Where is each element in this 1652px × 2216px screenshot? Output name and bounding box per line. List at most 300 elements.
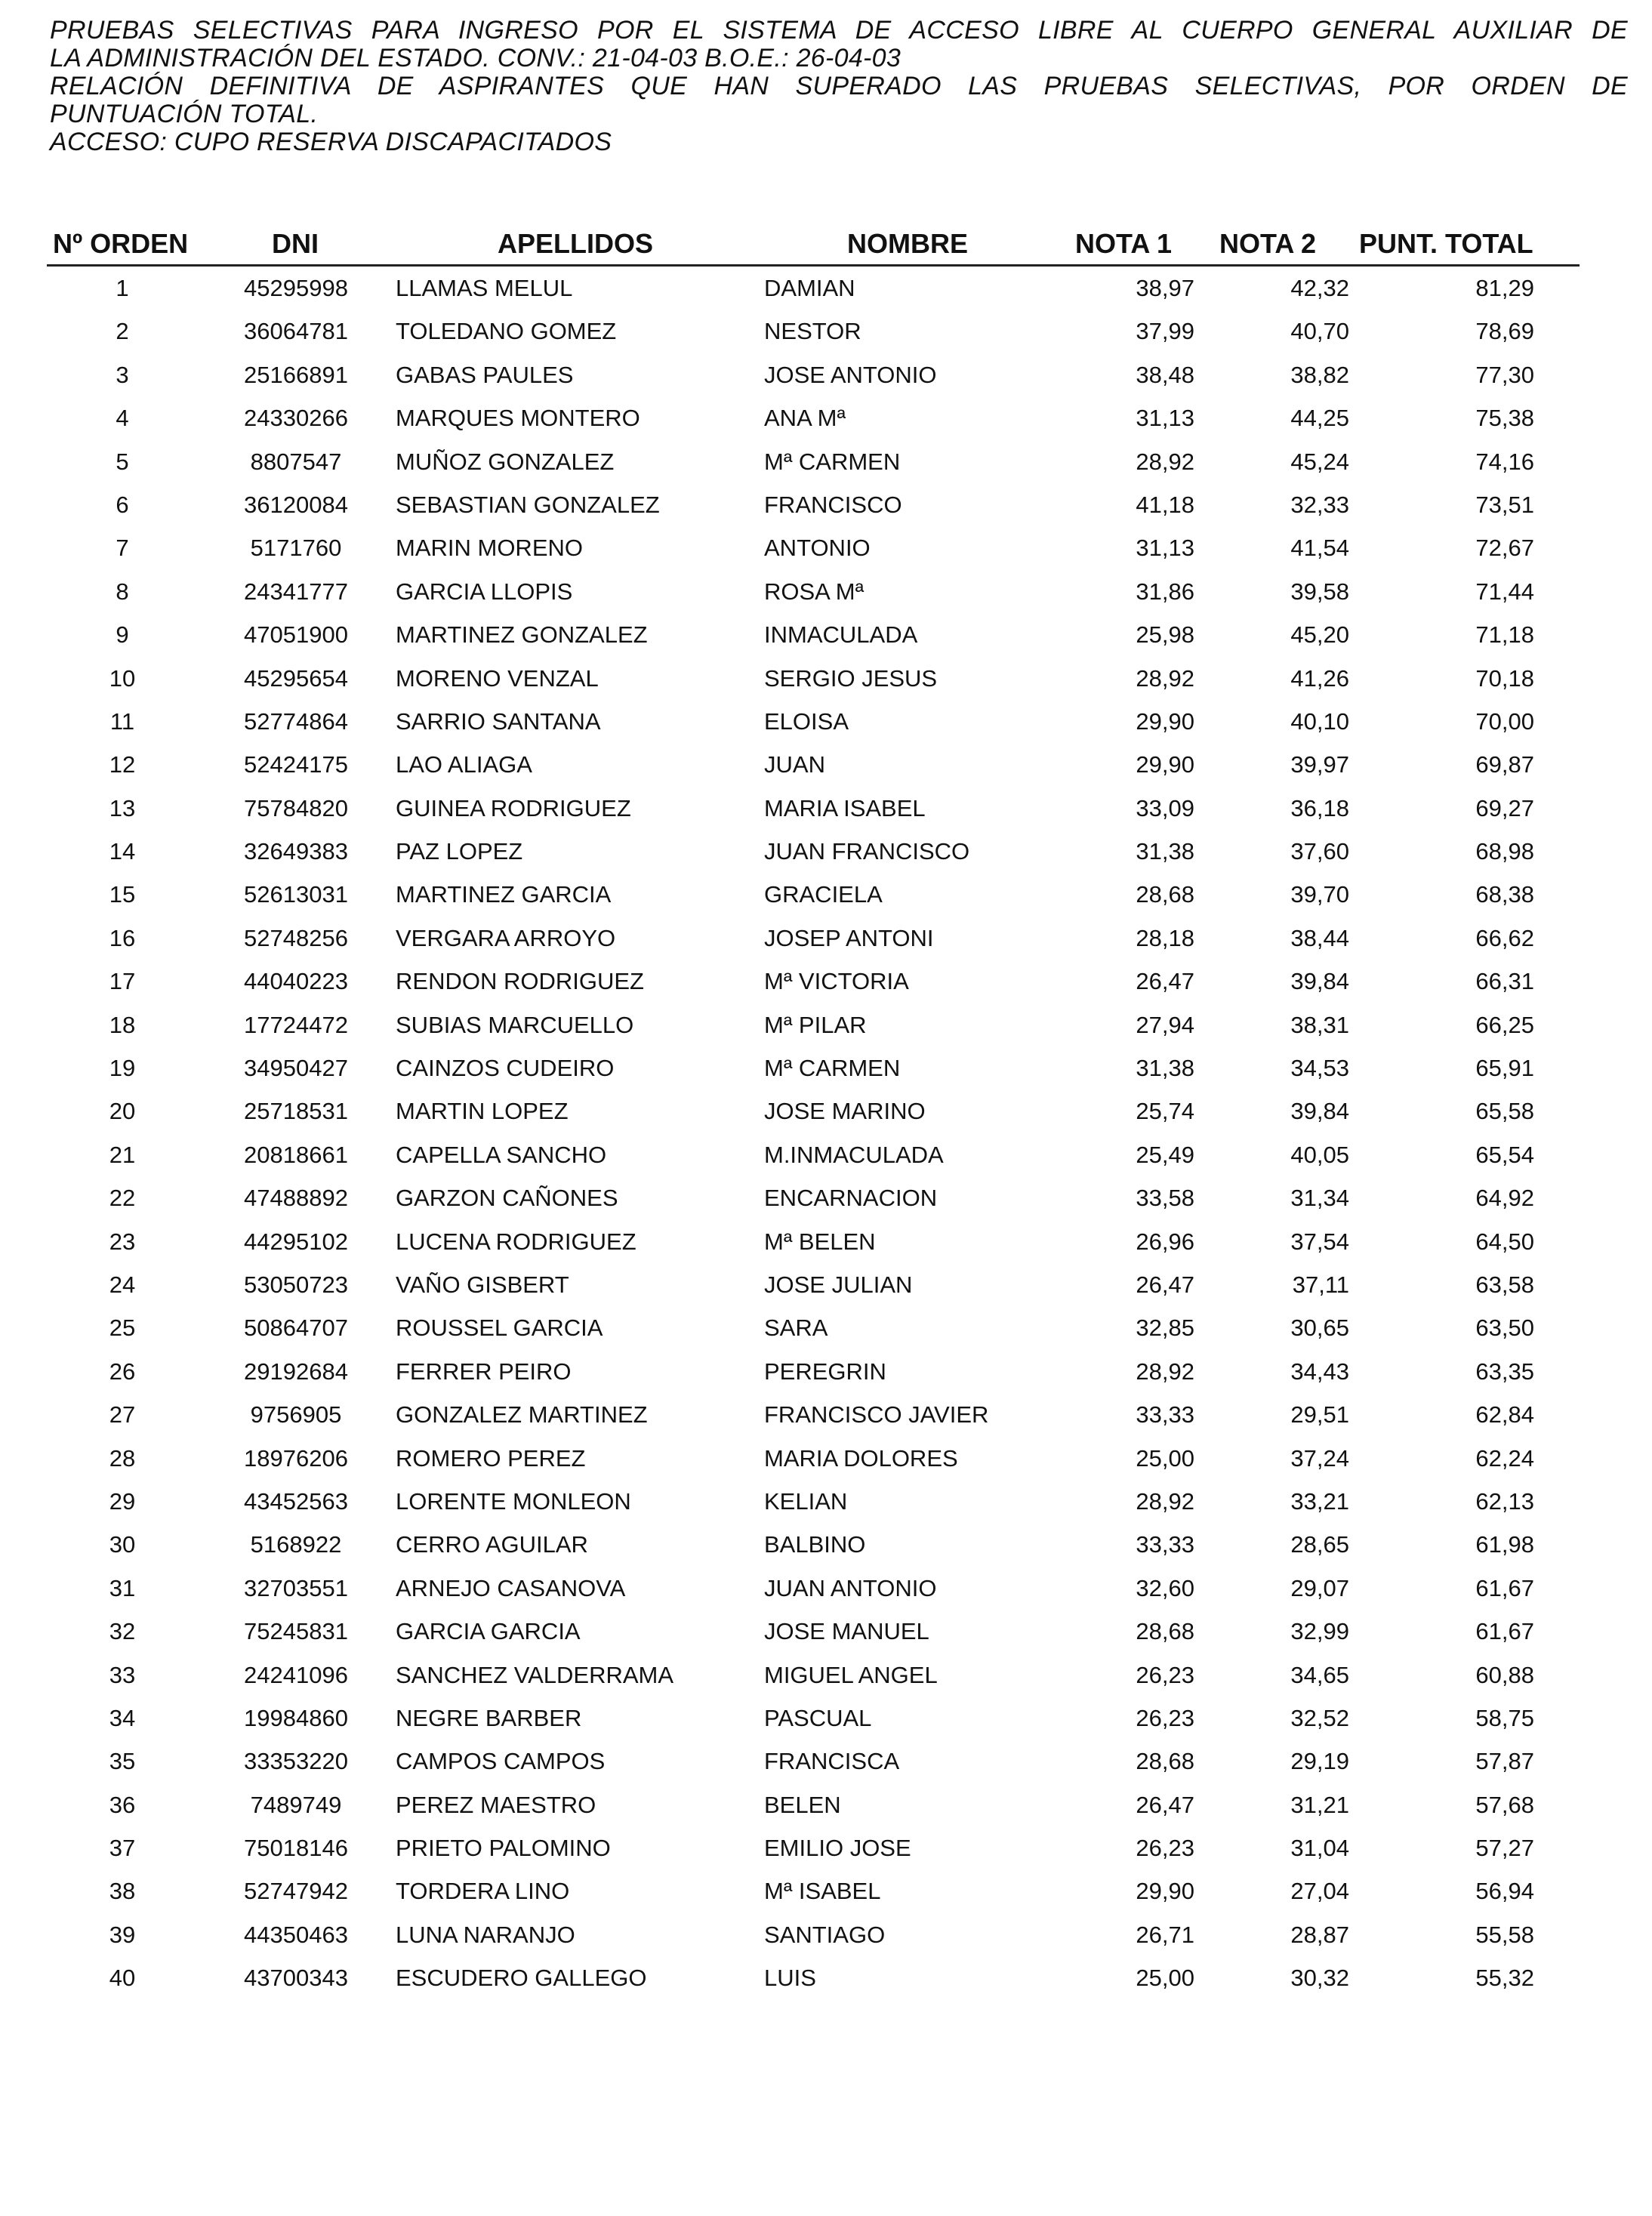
cell-orden: 17 [109, 968, 136, 995]
cell-orden: 29 [109, 1487, 136, 1515]
cell-dni: 75018146 [244, 1835, 348, 1862]
cell-orden: 18 [109, 1011, 136, 1038]
cell-apellidos: MARIN MORENO [396, 535, 583, 562]
cell-nota2: 30,32 [1290, 1965, 1349, 1992]
cell-orden: 19 [109, 1055, 136, 1082]
cell-nombre: ROSA Mª [764, 578, 865, 605]
col-header-nombre: NOMBRE [847, 228, 968, 259]
cell-total: 63,50 [1475, 1314, 1534, 1342]
cell-apellidos: TOLEDANO GOMEZ [396, 318, 617, 345]
cell-nombre: INMACULADA [764, 621, 918, 649]
cell-nombre: Mª CARMEN [764, 1055, 901, 1082]
cell-nota1: 31,38 [1136, 1055, 1194, 1082]
cell-orden: 8 [116, 578, 129, 605]
cell-apellidos: ESCUDERO GALLEGO [396, 1965, 647, 1992]
cell-apellidos: PAZ LOPEZ [396, 838, 523, 865]
cell-nota1: 33,58 [1136, 1185, 1194, 1212]
cell-dni: 8807547 [250, 448, 342, 475]
cell-nombre: ANA Mª [764, 405, 846, 432]
cell-total: 68,98 [1475, 838, 1534, 865]
cell-orden: 40 [109, 1965, 136, 1992]
cell-orden: 10 [109, 664, 136, 692]
cell-nota2: 38,82 [1290, 361, 1349, 388]
table-row [47, 569, 1580, 612]
col-header-total: PUNT. TOTAL [1359, 228, 1533, 259]
table-row [47, 1739, 1580, 1782]
table-row [47, 1436, 1580, 1479]
cell-nombre: SERGIO JESUS [764, 664, 938, 692]
cell-nota2: 32,52 [1290, 1704, 1349, 1731]
cell-apellidos: MARTINEZ GARCIA [396, 881, 612, 908]
cell-dni: 47051900 [244, 621, 348, 649]
cell-apellidos: VAÑO GISBERT [396, 1271, 569, 1298]
cell-nota2: 37,11 [1292, 1271, 1349, 1298]
cell-nombre: PEREGRIN [764, 1358, 886, 1385]
cell-orden: 5 [116, 448, 129, 475]
cell-apellidos: ARNEJO CASANOVA [396, 1574, 626, 1601]
cell-dni: 36120084 [244, 491, 348, 518]
table-row [47, 309, 1580, 352]
cell-nombre: FRANCISCA [764, 1748, 900, 1775]
cell-nota1: 29,90 [1136, 751, 1194, 778]
cell-dni: 52613031 [244, 881, 348, 908]
cell-orden: 33 [109, 1661, 136, 1688]
cell-total: 62,13 [1475, 1487, 1534, 1515]
cell-dni: 75245831 [244, 1618, 348, 1645]
cell-orden: 9 [116, 621, 129, 649]
table-row [47, 1479, 1580, 1522]
cell-nota1: 31,86 [1136, 578, 1194, 605]
results-table [47, 223, 1580, 1999]
cell-nota2: 34,65 [1290, 1661, 1349, 1688]
cell-apellidos: PEREZ MAESTRO [396, 1791, 596, 1818]
cell-dni: 45295998 [244, 275, 348, 301]
cell-total: 65,58 [1475, 1098, 1534, 1125]
cell-nota1: 28,68 [1136, 881, 1194, 908]
table-row [47, 1219, 1580, 1262]
cell-total: 61,67 [1475, 1618, 1534, 1645]
cell-total: 55,58 [1475, 1921, 1534, 1948]
cell-total: 63,58 [1475, 1271, 1534, 1298]
cell-nota2: 40,10 [1290, 707, 1349, 735]
table-row [47, 1826, 1580, 1869]
cell-nota2: 32,99 [1290, 1618, 1349, 1645]
cell-nota2: 39,58 [1290, 578, 1349, 605]
cell-total: 66,31 [1475, 968, 1534, 995]
cell-dni: 44295102 [244, 1228, 348, 1255]
cell-nombre: ANTONIO [764, 535, 871, 562]
table-row [47, 1566, 1580, 1609]
cell-nota1: 26,71 [1136, 1921, 1194, 1948]
cell-total: 62,24 [1475, 1444, 1534, 1472]
cell-apellidos: MARQUES MONTERO [396, 405, 640, 432]
cell-dni: 36064781 [244, 318, 348, 345]
cell-nota1: 28,68 [1136, 1748, 1194, 1775]
cell-nota2: 29,07 [1290, 1574, 1349, 1601]
cell-apellidos: CAMPOS CAMPOS [396, 1748, 606, 1775]
cell-total: 63,35 [1475, 1358, 1534, 1385]
cell-nota1: 33,33 [1136, 1401, 1194, 1429]
cell-total: 55,32 [1475, 1965, 1534, 1992]
cell-total: 66,62 [1475, 924, 1534, 951]
cell-orden: 16 [109, 924, 136, 951]
cell-dni: 52748256 [244, 924, 348, 951]
cell-dni: 75784820 [244, 794, 348, 821]
cell-nota1: 26,47 [1136, 968, 1194, 995]
cell-nombre: Mª PILAR [764, 1011, 867, 1038]
cell-nombre: BALBINO [764, 1531, 866, 1558]
cell-apellidos: FERRER PEIRO [396, 1358, 572, 1385]
cell-nombre: SARA [764, 1314, 828, 1342]
cell-dni: 52774864 [244, 707, 348, 735]
cell-orden: 24 [109, 1271, 136, 1298]
cell-orden: 31 [109, 1574, 136, 1601]
table-row [47, 1089, 1580, 1132]
cell-dni: 17724472 [244, 1011, 348, 1038]
cell-total: 65,54 [1475, 1141, 1534, 1168]
cell-dni: 44040223 [244, 968, 348, 995]
cell-nota1: 28,18 [1136, 924, 1194, 951]
table-header-row [47, 223, 1580, 266]
cell-apellidos: MARTIN LOPEZ [396, 1098, 569, 1125]
cell-nombre: ENCARNACION [764, 1185, 938, 1212]
cell-total: 71,44 [1475, 578, 1534, 605]
table-row [47, 699, 1580, 742]
cell-nombre: Mª BELEN [764, 1228, 876, 1255]
cell-dni: 24330266 [244, 405, 348, 432]
cell-nombre: EMILIO JOSE [764, 1835, 911, 1862]
cell-nota1: 26,47 [1136, 1271, 1194, 1298]
table-body [47, 266, 1580, 1999]
cell-apellidos: LAO ALIAGA [396, 751, 532, 778]
cell-nombre: JOSE MANUEL [764, 1618, 929, 1645]
cell-total: 70,00 [1475, 707, 1534, 735]
cell-nota2: 31,21 [1290, 1791, 1349, 1818]
cell-dni: 5168922 [250, 1531, 342, 1558]
cell-nota2: 38,31 [1290, 1011, 1349, 1038]
table-row [47, 872, 1580, 915]
cell-dni: 32649383 [244, 838, 348, 865]
cell-nombre: Mª CARMEN [764, 448, 901, 475]
cell-nota1: 25,00 [1136, 1444, 1194, 1472]
table-row [47, 612, 1580, 655]
table-row [47, 482, 1580, 525]
table-row [47, 1305, 1580, 1348]
cell-orden: 11 [109, 707, 135, 735]
cell-nota2: 40,70 [1290, 318, 1349, 345]
col-header-nota1: NOTA 1 [1075, 228, 1173, 259]
cell-total: 69,87 [1475, 751, 1534, 778]
cell-total: 69,27 [1475, 794, 1534, 821]
cell-apellidos: VERGARA ARROYO [396, 924, 616, 951]
cell-dni: 24241096 [244, 1661, 348, 1688]
cell-orden: 3 [116, 361, 129, 388]
cell-orden: 1 [116, 275, 129, 301]
cell-nombre: NESTOR [764, 318, 861, 345]
table-row [47, 1046, 1580, 1089]
cell-dni: 5171760 [250, 535, 342, 562]
table-row [47, 1869, 1580, 1912]
cell-orden: 20 [109, 1098, 136, 1125]
cell-total: 60,88 [1475, 1661, 1534, 1688]
cell-total: 73,51 [1475, 491, 1534, 518]
cell-total: 70,18 [1475, 664, 1534, 692]
table-row [47, 1176, 1580, 1219]
cell-nota2: 30,65 [1290, 1314, 1349, 1342]
cell-orden: 37 [109, 1835, 136, 1862]
cell-nota1: 26,47 [1136, 1791, 1194, 1818]
cell-orden: 35 [109, 1748, 136, 1775]
table-row [47, 1133, 1580, 1176]
cell-orden: 6 [116, 491, 129, 518]
cell-nota2: 41,54 [1290, 535, 1349, 562]
cell-dni: 43700343 [244, 1965, 348, 1992]
cell-apellidos: SEBASTIAN GONZALEZ [396, 491, 660, 518]
cell-dni: 20818661 [244, 1141, 348, 1168]
cell-nota1: 29,90 [1136, 707, 1194, 735]
cell-nota2: 28,65 [1290, 1531, 1349, 1558]
cell-nota1: 25,49 [1136, 1141, 1194, 1168]
cell-total: 68,38 [1475, 881, 1534, 908]
cell-dni: 33353220 [244, 1748, 348, 1775]
cell-orden: 13 [109, 794, 136, 821]
cell-apellidos: MARTINEZ GONZALEZ [396, 621, 648, 649]
cell-total: 61,98 [1475, 1531, 1534, 1558]
cell-nota1: 31,13 [1136, 535, 1194, 562]
table-row [47, 786, 1580, 829]
cell-nota2: 31,34 [1290, 1185, 1349, 1212]
table-row [47, 1609, 1580, 1652]
cell-apellidos: LORENTE MONLEON [396, 1487, 631, 1515]
cell-nota1: 31,38 [1136, 838, 1194, 865]
cell-nota1: 31,13 [1136, 405, 1194, 432]
cell-nota1: 26,23 [1136, 1835, 1194, 1862]
cell-nota2: 37,54 [1290, 1228, 1349, 1255]
cell-total: 64,50 [1475, 1228, 1534, 1255]
cell-total: 66,25 [1475, 1011, 1534, 1038]
table-row [47, 916, 1580, 959]
cell-orden: 36 [109, 1791, 136, 1818]
cell-dni: 34950427 [244, 1055, 348, 1082]
cell-nota1: 28,92 [1136, 664, 1194, 692]
cell-nombre: MIGUEL ANGEL [764, 1661, 938, 1688]
cell-nota2: 42,32 [1290, 275, 1349, 301]
cell-dni: 19984860 [244, 1704, 348, 1731]
table-row [47, 1522, 1580, 1565]
cell-nota2: 34,53 [1290, 1055, 1349, 1082]
cell-orden: 12 [109, 751, 136, 778]
cell-orden: 15 [109, 881, 136, 908]
cell-nombre: FRANCISCO JAVIER [764, 1401, 989, 1429]
cell-nombre: Mª ISABEL [764, 1878, 881, 1905]
cell-total: 65,91 [1475, 1055, 1534, 1082]
table-row [47, 1912, 1580, 1956]
table-row [47, 1349, 1580, 1392]
cell-orden: 28 [109, 1444, 136, 1472]
cell-nota2: 38,44 [1290, 924, 1349, 951]
cell-nombre: JOSEP ANTONI [764, 924, 934, 951]
cell-nota1: 33,09 [1136, 794, 1194, 821]
cell-nombre: DAMIAN [764, 275, 855, 301]
cell-apellidos: GARCIA LLOPIS [396, 578, 573, 605]
cell-apellidos: CAPELLA SANCHO [396, 1141, 607, 1168]
cell-total: 77,30 [1475, 361, 1534, 388]
cell-nota1: 41,18 [1136, 491, 1194, 518]
cell-total: 72,67 [1475, 535, 1534, 562]
cell-apellidos: LUCENA RODRIGUEZ [396, 1228, 636, 1255]
cell-orden: 4 [116, 405, 129, 432]
cell-apellidos: SARRIO SANTANA [396, 707, 601, 735]
cell-dni: 29192684 [244, 1358, 348, 1385]
cell-total: 61,67 [1475, 1574, 1534, 1601]
cell-orden: 32 [109, 1618, 136, 1645]
cell-nota2: 39,84 [1290, 968, 1349, 995]
table-row [47, 353, 1580, 396]
cell-orden: 39 [109, 1921, 136, 1948]
cell-dni: 53050723 [244, 1271, 348, 1298]
cell-apellidos: GONZALEZ MARTINEZ [396, 1401, 648, 1429]
cell-nota1: 38,97 [1136, 275, 1194, 301]
cell-nombre: M.INMACULADA [764, 1141, 944, 1168]
cell-apellidos: ROMERO PEREZ [396, 1444, 586, 1472]
cell-total: 71,18 [1475, 621, 1534, 649]
cell-dni: 52424175 [244, 751, 348, 778]
cell-nota2: 29,19 [1290, 1748, 1349, 1775]
table-row [47, 1783, 1580, 1826]
cell-nota2: 44,25 [1290, 405, 1349, 432]
cell-nota1: 28,92 [1136, 448, 1194, 475]
cell-dni: 7489749 [250, 1791, 342, 1818]
cell-nombre: LUIS [764, 1965, 816, 1992]
cell-apellidos: SUBIAS MARCUELLO [396, 1011, 634, 1038]
col-header-orden: Nº ORDEN [53, 228, 189, 259]
cell-orden: 38 [109, 1878, 136, 1905]
cell-apellidos: ROUSSEL GARCIA [396, 1314, 603, 1342]
cell-nota2: 33,21 [1290, 1487, 1349, 1515]
cell-total: 57,87 [1475, 1748, 1534, 1775]
cell-orden: 7 [116, 535, 129, 562]
cell-dni: 50864707 [244, 1314, 348, 1342]
cell-nota2: 37,60 [1290, 838, 1349, 865]
table-row [47, 1653, 1580, 1696]
header-line-4: PUNTUACIÓN TOTAL. [50, 100, 319, 128]
cell-total: 57,68 [1475, 1791, 1534, 1818]
cell-nota2: 39,97 [1290, 751, 1349, 778]
cell-apellidos: SANCHEZ VALDERRAMA [396, 1661, 674, 1688]
cell-nombre: PASCUAL [764, 1704, 872, 1731]
cell-total: 62,84 [1475, 1401, 1534, 1429]
cell-nota2: 34,43 [1290, 1358, 1349, 1385]
cell-nombre: SANTIAGO [764, 1921, 886, 1948]
cell-nota2: 28,87 [1290, 1921, 1349, 1948]
cell-nota2: 29,51 [1290, 1401, 1349, 1429]
cell-dni: 24341777 [244, 578, 348, 605]
cell-apellidos: NEGRE BARBER [396, 1704, 582, 1731]
cell-nota2: 40,05 [1290, 1141, 1349, 1168]
cell-apellidos: GUINEA RODRIGUEZ [396, 794, 631, 821]
cell-orden: 2 [116, 318, 129, 345]
cell-total: 74,16 [1475, 448, 1534, 475]
cell-nota1: 28,68 [1136, 1618, 1194, 1645]
cell-nombre: FRANCISCO [764, 491, 902, 518]
cell-nota2: 37,24 [1290, 1444, 1349, 1472]
cell-nota1: 25,00 [1136, 1965, 1194, 1992]
cell-orden: 34 [109, 1704, 136, 1731]
cell-nota1: 32,60 [1136, 1574, 1194, 1601]
cell-apellidos: GABAS PAULES [396, 361, 574, 388]
header-line-3: RELACIÓN DEFINITIVA DE ASPIRANTES QUE HAN SUPERADO LAS PRUEBAS SELECTIVAS, POR ORDEN DE [50, 72, 1628, 100]
table-row [47, 656, 1580, 699]
col-header-dni: DNI [272, 228, 319, 259]
table-row [47, 1392, 1580, 1435]
col-header-apellidos: APELLIDOS [498, 228, 654, 259]
table-row [47, 1696, 1580, 1739]
col-header-nota2: NOTA 2 [1219, 228, 1317, 259]
cell-orden: 25 [109, 1314, 136, 1342]
cell-apellidos: GARCIA GARCIA [396, 1618, 581, 1645]
cell-nombre: JOSE JULIAN [764, 1271, 913, 1298]
cell-total: 64,92 [1475, 1185, 1534, 1212]
cell-nota1: 38,48 [1136, 361, 1194, 388]
cell-orden: 22 [109, 1185, 136, 1212]
cell-nota1: 27,94 [1136, 1011, 1194, 1038]
cell-total: 81,29 [1475, 275, 1534, 301]
cell-orden: 23 [109, 1228, 136, 1255]
cell-nombre: ELOISA [764, 707, 849, 735]
cell-orden: 27 [109, 1401, 136, 1429]
cell-nota2: 39,84 [1290, 1098, 1349, 1125]
cell-orden: 30 [109, 1531, 136, 1558]
cell-nota2: 39,70 [1290, 881, 1349, 908]
cell-apellidos: MORENO VENZAL [396, 664, 599, 692]
cell-dni: 52747942 [244, 1878, 348, 1905]
table-row [47, 396, 1580, 439]
table-row [47, 959, 1580, 1002]
cell-apellidos: CERRO AGUILAR [396, 1531, 588, 1558]
cell-orden: 14 [109, 838, 136, 865]
cell-dni: 47488892 [244, 1185, 348, 1212]
cell-apellidos: LLAMAS MELUL [396, 275, 573, 301]
table-row [47, 525, 1580, 569]
cell-nota1: 37,99 [1136, 318, 1194, 345]
cell-nombre: Mª VICTORIA [764, 968, 909, 995]
cell-nota1: 29,90 [1136, 1878, 1194, 1905]
cell-nota1: 28,92 [1136, 1487, 1194, 1515]
cell-nota1: 25,74 [1136, 1098, 1194, 1125]
cell-nombre: MARIA DOLORES [764, 1444, 958, 1472]
cell-apellidos: CAINZOS CUDEIRO [396, 1055, 615, 1082]
cell-nota2: 45,20 [1290, 621, 1349, 649]
cell-total: 78,69 [1475, 318, 1534, 345]
cell-apellidos: TORDERA LINO [396, 1878, 570, 1905]
cell-nota1: 25,98 [1136, 621, 1194, 649]
header-line-1: PRUEBAS SELECTIVAS PARA INGRESO POR EL SISTEMA DE ACCESO LIBRE AL CUERPO GENERAL AUXILIAR DE [50, 16, 1628, 45]
table-row [47, 829, 1580, 872]
cell-total: 57,27 [1475, 1835, 1534, 1862]
cell-nota1: 32,85 [1136, 1314, 1194, 1342]
cell-nota2: 27,04 [1290, 1878, 1349, 1905]
cell-total: 56,94 [1475, 1878, 1534, 1905]
cell-nota1: 26,23 [1136, 1704, 1194, 1731]
cell-nota2: 45,24 [1290, 448, 1349, 475]
cell-nombre: JUAN FRANCISCO [764, 838, 970, 865]
cell-dni: 25718531 [244, 1098, 348, 1125]
table-row [47, 1262, 1580, 1305]
cell-apellidos: GARZON CAÑONES [396, 1185, 618, 1212]
cell-dni: 25166891 [244, 361, 348, 388]
cell-dni: 45295654 [244, 664, 348, 692]
cell-apellidos: MUÑOZ GONZALEZ [396, 448, 615, 475]
